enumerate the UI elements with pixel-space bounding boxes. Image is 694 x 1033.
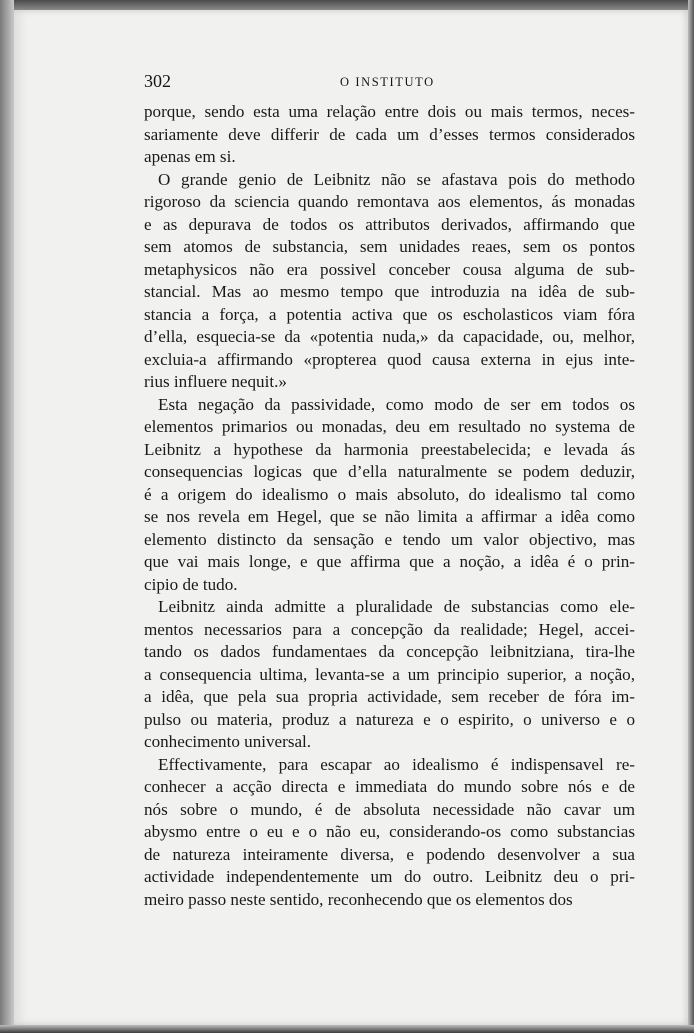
text-line: Leibnitz a hypothese da harmonia preestabelecida; e levada ás xyxy=(144,439,635,459)
page-number: 302 xyxy=(144,71,171,91)
text-line: que vai mais longe, e que affirma que a noção, a idêa é o prin- xyxy=(144,552,635,571)
text-line: Effectivamente, para escapar ao idealismo é indispensavel re- xyxy=(158,754,635,774)
text-line: rigoroso da sciencia quando remontava aos elementos, ás monadas xyxy=(144,192,635,211)
scan-edge-right xyxy=(688,0,694,1033)
text-line: rius influere nequit.» xyxy=(144,372,287,391)
text-line: e as depurava de todos os attributos derivados, affirmando que xyxy=(144,214,635,234)
text-line: elemento distincto da sensação e tendo um valor objectivo, mas xyxy=(144,529,635,549)
text-line: a consequencia ultima, levanta-se a um principio superior, a noção, xyxy=(144,664,635,684)
text-line: d’ella, esquecia-se da «potentia nuda,» da capacidade, ou, melhor, xyxy=(144,327,635,346)
text-line: excluia-a affirmando «propterea quod causa externa in ejus inte- xyxy=(144,349,635,369)
text-line: consequencias logicas que d’ella naturalmente se podem deduzir, xyxy=(144,462,635,481)
text-line: tando os dados fundamentaes da concepção leibnitziana, tira-lhe xyxy=(144,642,635,661)
text-line: cipio de tudo. xyxy=(144,574,238,594)
text-line: elementos primarios ou monadas, deu em resultado no systema de xyxy=(144,417,635,436)
paragraph xyxy=(144,394,635,597)
running-head: O INSTITUTO xyxy=(340,75,435,89)
paragraph xyxy=(144,596,635,754)
text-line: mentos necessarios para a concepção da realidade; Hegel, accei- xyxy=(144,619,635,639)
text-line: sem atomos de substancia, sem unidades reaes, sem os pontos xyxy=(144,237,635,256)
scan-edge-bottom xyxy=(0,1025,694,1033)
scan-edge-top xyxy=(0,0,694,10)
paragraph xyxy=(144,169,635,394)
scan-edge-left xyxy=(0,0,14,1033)
text-line: pulso ou materia, produz a natureza e o espirito, o universo e o xyxy=(144,709,635,729)
book-page xyxy=(14,10,688,1025)
text-line: Esta negação da passividade, como modo de ser em todos os xyxy=(158,394,635,414)
text-line: de natureza inteiramente diversa, e podendo desenvolver a sua xyxy=(144,844,635,864)
text-line: apenas em si. xyxy=(144,147,236,166)
text-line: sariamente deve differir de cada um d’esses termos considerados xyxy=(144,124,635,144)
body-text xyxy=(144,101,635,911)
text-line: nós sobre o mundo, é de absoluta necessidade não cavar um xyxy=(144,799,635,819)
text-line: a idêa, que pela sua propria actividade, sem receber de fóra im- xyxy=(144,687,635,706)
text-line: porque, sendo esta uma relação entre dois ou mais termos, neces- xyxy=(144,102,635,121)
text-line: abysmo entre o eu e o não eu, considerando-os como substancias xyxy=(144,822,635,841)
text-line: se nos revela em Hegel, que se não limita a affirmar a idêa como xyxy=(144,507,635,526)
text-line: metaphysicos não era possivel conceber cousa alguma de sub- xyxy=(144,259,635,279)
text-line: stancia a força, a potentia activa que os escholasticos viam fóra xyxy=(144,304,635,324)
text-line: O grande genio de Leibnitz não se afastava pois do methodo xyxy=(158,169,635,189)
text-line: actividade independentemente um do outro. Leibnitz deu o pri- xyxy=(144,867,635,886)
text-line: meiro passo neste sentido, reconhecendo que os elementos dos xyxy=(144,889,573,909)
paragraph xyxy=(144,754,635,912)
paragraph xyxy=(144,101,635,169)
text-line: Leibnitz ainda admitte a pluralidade de substancias como ele- xyxy=(158,597,635,616)
page-header xyxy=(144,70,638,92)
text-line: conhecer a acção directa e immediata do mundo sobre nós e de xyxy=(144,777,635,796)
text-line: conhecimento universal. xyxy=(144,732,312,751)
text-line: stancial. Mas ao mesmo tempo que introduzia na idêa de sub- xyxy=(144,282,635,301)
text-line: é a origem do idealismo o mais absoluto, do idealismo tal como xyxy=(144,484,635,504)
